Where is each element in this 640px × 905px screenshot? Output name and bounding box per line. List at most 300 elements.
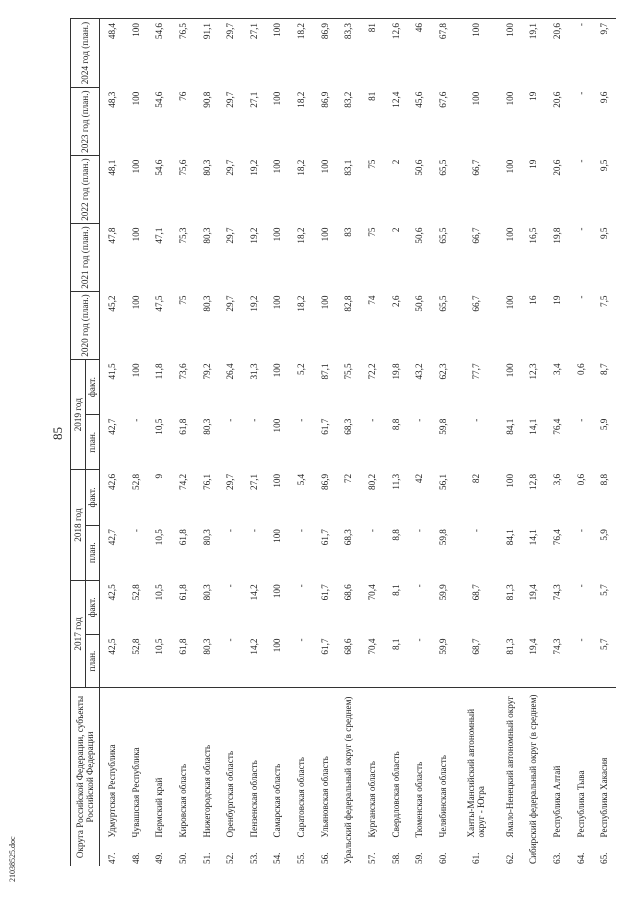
value-cell: 19,1 [522,19,546,88]
value-cell: 0,6 [575,363,586,375]
value-cell: 29,7 [225,227,236,244]
value-cell: 61,8 [171,634,195,687]
value-cell: 61,7 [319,418,330,435]
value-cell: 62,3 [437,363,448,380]
value-cell: 11,3 [390,473,401,490]
value-cell: 27,1 [248,91,259,108]
region-name: Челябинская область [437,755,448,838]
value-cell: 11,8 [154,363,165,380]
value-cell: 100 [272,227,283,242]
value-cell: 48,3 [106,91,117,108]
district-name: Уральский федеральный округ (в среднем) [343,696,354,864]
value-cell: 74 [366,295,377,305]
value-cell: 100 [272,584,283,599]
value-cell: 80,3 [195,634,219,687]
value-cell: 100 [266,634,290,687]
value-cell: 5,9 [599,529,610,541]
value-cell: 16,5 [528,227,539,244]
value-cell: 52,8 [130,584,141,601]
header-year-2019: 2019 год [71,359,86,469]
value-cell: - [130,529,141,533]
value-cell: 0,6 [575,473,586,486]
value-cell: 100 [504,363,515,378]
value-cell: 10,5 [148,634,172,687]
row-index: 55. [296,852,307,864]
value-cell: 9,7 [592,19,616,88]
value-cell: 76,4 [551,529,562,546]
value-cell: 100 [319,159,330,174]
value-cell: 9 [154,473,165,479]
table-row [592,19,616,867]
value-cell: 5,9 [599,418,610,431]
row-index: 65. [599,852,610,864]
value-cell: 100 [272,473,283,488]
value-cell: 59,9 [437,584,448,601]
table-row [148,19,172,867]
table-row [124,19,148,867]
value-cell: 54,6 [154,159,165,176]
subheader-2017-fact: факт. [86,580,100,634]
value-cell: 68,3 [343,529,354,546]
value-cell: - [471,418,482,422]
value-cell: 100 [272,363,283,378]
value-cell: 54,6 [148,19,172,88]
value-cell: 29,7 [225,91,236,108]
value-cell: 100 [504,159,515,174]
region-name: Саратовская область [296,757,307,838]
value-cell: 9,5 [599,159,610,172]
value-cell: 48,4 [100,19,125,88]
value-cell: 56,1 [437,473,448,490]
region-name: Чувашская Республика [130,747,141,838]
value-cell: 59,9 [431,634,455,687]
value-cell: - [575,159,586,163]
value-cell: 14,2 [242,634,266,687]
subheader-2017-plan: план. [86,634,100,687]
region-name: Свердловская область [390,751,401,838]
table-row [407,19,431,867]
value-cell: 86,9 [313,19,337,88]
value-cell: 83 [343,227,354,237]
value-cell: 68,7 [471,584,482,601]
value-cell: 20,6 [545,19,569,88]
region-name: Оренбургская область [225,750,236,838]
value-cell: 80,3 [201,418,212,435]
value-cell: 29,7 [225,159,236,176]
value-cell: 100 [272,91,283,106]
row-index: 59. [414,852,425,864]
value-cell: - [219,634,243,687]
value-cell: 83,3 [337,19,361,88]
value-cell: 8,8 [390,418,401,431]
table-row [545,19,569,867]
row-index: 62. [504,852,515,864]
table-body [100,19,617,867]
row-index: 57. [366,852,377,864]
value-cell: 74,3 [545,634,569,687]
value-cell: 8,8 [390,529,401,541]
value-cell: 100 [124,19,148,88]
value-cell: 5,7 [592,634,616,687]
value-cell: 8,7 [599,363,610,375]
value-cell: 18,2 [296,227,307,244]
table-row [384,19,408,867]
row-index: 58. [390,852,401,864]
region-name: Ямало-Ненецкий автономный округ [504,695,515,838]
region-name: Курганская область [366,761,377,838]
value-cell: 80,3 [201,529,212,546]
table-row [266,19,290,867]
value-cell: 27,1 [248,473,259,490]
value-cell: 68,6 [337,634,361,687]
subheader-2018-plan: план. [86,525,100,580]
value-cell: 8,1 [384,634,408,687]
subheader-2019-plan: план. [86,415,100,470]
value-cell: 59,8 [437,529,448,546]
row-index: 54. [272,852,283,864]
value-cell: 54,6 [154,91,165,108]
table-row [337,19,361,867]
value-cell: 100 [130,159,141,174]
value-cell: 100 [272,418,283,433]
value-cell: 79,2 [201,363,212,380]
value-cell: 100 [272,159,283,174]
value-cell: - [289,634,313,687]
value-cell: 10,5 [154,418,165,435]
value-cell: 61,8 [178,584,189,601]
value-cell: 52,8 [130,473,141,490]
page-number: 85 [50,427,65,440]
value-cell: 100 [504,91,515,106]
value-cell: - [366,529,377,533]
value-cell: - [414,418,425,422]
table-row [242,19,266,867]
value-cell: 100 [130,91,141,106]
value-cell: - [569,634,593,687]
table-row [455,19,498,867]
value-cell: 42,6 [106,473,117,490]
value-cell: - [296,418,307,422]
value-cell: 14,1 [528,418,539,435]
value-cell: 72 [343,473,354,484]
value-cell: 65,5 [437,227,448,244]
table-row [195,19,219,867]
row-index: 64. [575,852,586,864]
table-row [569,19,593,867]
value-cell: 29,7 [225,295,236,312]
value-cell: 75 [178,295,189,305]
region-name: Республика Алтай [551,765,562,838]
value-cell: 75 [366,159,377,169]
value-cell: 16 [528,295,539,305]
value-cell: - [366,418,377,422]
value-cell: 10,5 [154,529,165,546]
value-cell: 61,7 [319,584,330,601]
value-cell: 74,2 [178,473,189,490]
value-cell: 42,7 [106,529,117,546]
value-cell: - [575,529,586,533]
value-cell: 100 [272,295,283,310]
value-cell: 75,6 [178,159,189,176]
value-cell: 81 [360,19,384,88]
value-cell: 67,6 [437,91,448,108]
value-cell: 81 [366,91,377,101]
value-cell: 12,6 [384,19,408,88]
value-cell: 100 [130,295,141,310]
value-cell: - [248,529,259,533]
value-cell: 29,7 [225,473,236,490]
value-cell: 80,3 [201,227,212,244]
value-cell: 61,7 [319,529,330,546]
value-cell: 46 [407,19,431,88]
value-cell: 100 [266,19,290,88]
region-name: Республика Тыва [575,770,586,838]
value-cell: 100 [319,295,330,310]
value-cell: 18,2 [296,295,307,312]
row-index: 56. [319,852,330,864]
value-cell: 3,4 [551,363,562,375]
value-cell: 80,3 [201,584,212,601]
region-name: Пермский край [154,777,165,838]
value-cell: 100 [319,227,330,242]
rotated-table-container [70,18,616,866]
value-cell: 31,3 [248,363,259,380]
value-cell: 67,8 [431,19,455,88]
region-name: Ульяновская область [319,756,330,838]
value-cell: 90,8 [201,91,212,108]
value-cell: 19,4 [522,634,546,687]
table-row [498,19,522,867]
value-cell: 83,2 [343,91,354,108]
value-cell: - [575,295,586,299]
value-cell: - [225,584,236,588]
value-cell: 100 [130,363,141,378]
value-cell: 70,4 [366,584,377,601]
value-cell: 100 [455,19,498,88]
value-cell: 61,7 [313,634,337,687]
value-cell: 65,5 [437,159,448,176]
row-index: 47. [106,852,117,864]
value-cell: 70,4 [360,634,384,687]
value-cell: 27,1 [242,19,266,88]
value-cell: 18,2 [296,91,307,108]
value-cell: 45,6 [414,91,425,108]
value-cell: - [575,418,586,422]
value-cell: 84,1 [504,529,515,546]
value-cell: 19 [528,159,539,169]
value-cell: 19 [551,295,562,305]
value-cell: 91,1 [195,19,219,88]
value-cell: 82,8 [343,295,354,312]
value-cell: 80,3 [201,295,212,312]
value-cell: 76,5 [171,19,195,88]
value-cell: 29,7 [219,19,243,88]
value-cell: 43,2 [414,363,425,380]
value-cell: 19,4 [528,584,539,601]
value-cell: 19,2 [248,227,259,244]
value-cell: 48,1 [106,159,117,176]
value-cell: - [414,584,425,588]
region-name: Ханты-Мансийский автономный округ - Югра [466,708,487,838]
table-row [219,19,243,867]
value-cell: 20,6 [551,91,562,108]
value-cell: 100 [498,19,522,88]
value-cell: 19,8 [390,363,401,380]
value-cell: 52,8 [124,634,148,687]
subheader-2018-fact: факт. [86,470,100,525]
value-cell: 72,2 [366,363,377,380]
value-cell: 75,5 [343,363,354,380]
row-index: 60. [437,852,448,864]
table-row [313,19,337,867]
value-cell: 87,1 [319,363,330,380]
value-cell: 41,5 [106,363,117,380]
value-cell: - [407,634,431,687]
header-2024: 2024 год (план.) [71,19,100,88]
value-cell: 50,6 [414,227,425,244]
header-region: Округа Российской Федерации, субъекты Российской Федерации [71,688,100,866]
value-cell: 42 [414,473,425,484]
row-index: 53. [248,852,259,864]
value-cell: - [414,529,425,533]
header-2023: 2023 год (план.) [71,88,100,156]
value-cell: 74,3 [551,584,562,601]
value-cell: - [225,529,236,533]
header-year-2018: 2018 год [71,470,86,580]
value-cell: 68,7 [455,634,498,687]
row-index: 63. [551,852,562,864]
header-year-2017: 2017 год [71,580,86,687]
value-cell: 26,4 [225,363,236,380]
value-cell: 12,4 [390,91,401,108]
value-cell: 66,7 [471,295,482,312]
value-cell: 2,6 [390,295,401,307]
value-cell: 80,2 [366,473,377,490]
value-cell: 45,2 [106,295,117,312]
value-cell: 82 [471,473,482,484]
value-cell: 14,1 [528,529,539,546]
value-cell: 68,3 [343,418,354,435]
value-cell: 5,2 [296,363,307,375]
region-name: Республика Хакасия [599,757,610,838]
value-cell: 5,4 [296,473,307,486]
value-cell: 59,8 [437,418,448,435]
value-cell: 2 [390,159,401,165]
value-cell: 19,2 [248,159,259,176]
value-cell: - [575,584,586,588]
value-cell: 5,7 [599,584,610,596]
value-cell: 100 [504,473,515,488]
value-cell: 12,3 [528,363,539,380]
value-cell: 7,5 [599,295,610,307]
value-cell: 81,3 [504,584,515,601]
data-table [70,18,616,866]
value-cell: 100 [130,227,141,242]
value-cell: 66,7 [471,159,482,176]
value-cell: 61,8 [178,418,189,435]
value-cell: - [569,19,593,88]
subheader-2019-fact: факт. [86,359,100,414]
header-2021: 2021 год (план.) [71,224,100,292]
value-cell: 61,8 [178,529,189,546]
value-cell: 84,1 [504,418,515,435]
value-cell: - [248,418,259,422]
value-cell: 42,5 [100,634,125,687]
header-2020: 2020 год (план.) [71,292,100,360]
table-row [360,19,384,867]
value-cell: 68,6 [343,584,354,601]
value-cell: 18,2 [296,159,307,176]
value-cell: 80,3 [201,159,212,176]
value-cell: 47,1 [154,227,165,244]
table-row [431,19,455,867]
value-cell: 75,3 [178,227,189,244]
value-cell: 50,6 [414,295,425,312]
document-code: 21038525.doc [8,836,17,882]
value-cell: 14,2 [248,584,259,601]
district-name: Сибирский федеральный округ (в среднем) [528,694,539,864]
region-name: Тюменская область [414,761,425,838]
value-cell: 19,8 [551,227,562,244]
row-index: 51. [201,852,212,864]
row-index: 61. [471,852,482,864]
region-name: Нижегородская область [201,744,212,838]
value-cell: 2 [390,227,401,233]
region-name: Удмуртская Республика [106,744,117,838]
value-cell: - [130,418,141,422]
value-cell: 83,1 [343,159,354,176]
value-cell: 100 [272,529,283,543]
value-cell: 66,7 [471,227,482,244]
value-cell: 20,6 [551,159,562,176]
table-row [100,19,125,867]
value-cell: 76 [178,91,189,101]
value-cell: 47,8 [106,227,117,244]
value-cell: - [296,529,307,533]
table-row [522,19,546,867]
value-cell: 19 [528,91,539,101]
value-cell: - [225,418,236,422]
value-cell: 100 [504,227,515,242]
value-cell: 47,5 [154,295,165,312]
value-cell: 100 [471,91,482,106]
value-cell: 86,9 [319,91,330,108]
value-cell: 8,8 [599,473,610,486]
value-cell: 10,5 [154,584,165,601]
row-index: 48. [130,852,141,864]
value-cell: 76,1 [201,473,212,490]
row-index: 49. [154,852,165,864]
value-cell: 9,5 [599,227,610,240]
header-2022: 2022 год (план.) [71,156,100,224]
region-name: Пензенская область [248,760,259,838]
value-cell: 73,6 [178,363,189,380]
value-cell: 18,2 [289,19,313,88]
value-cell: - [575,227,586,231]
value-cell: 12,8 [528,473,539,490]
value-cell: 42,7 [106,418,117,435]
value-cell: 100 [504,295,515,310]
value-cell: 19,2 [248,295,259,312]
value-cell: - [471,529,482,533]
value-cell: - [575,91,586,95]
value-cell: 86,9 [319,473,330,490]
table-row [171,19,195,867]
value-cell: 76,4 [551,418,562,435]
value-cell: 9,6 [599,91,610,104]
value-cell: 77,7 [471,363,482,380]
value-cell: 50,6 [414,159,425,176]
